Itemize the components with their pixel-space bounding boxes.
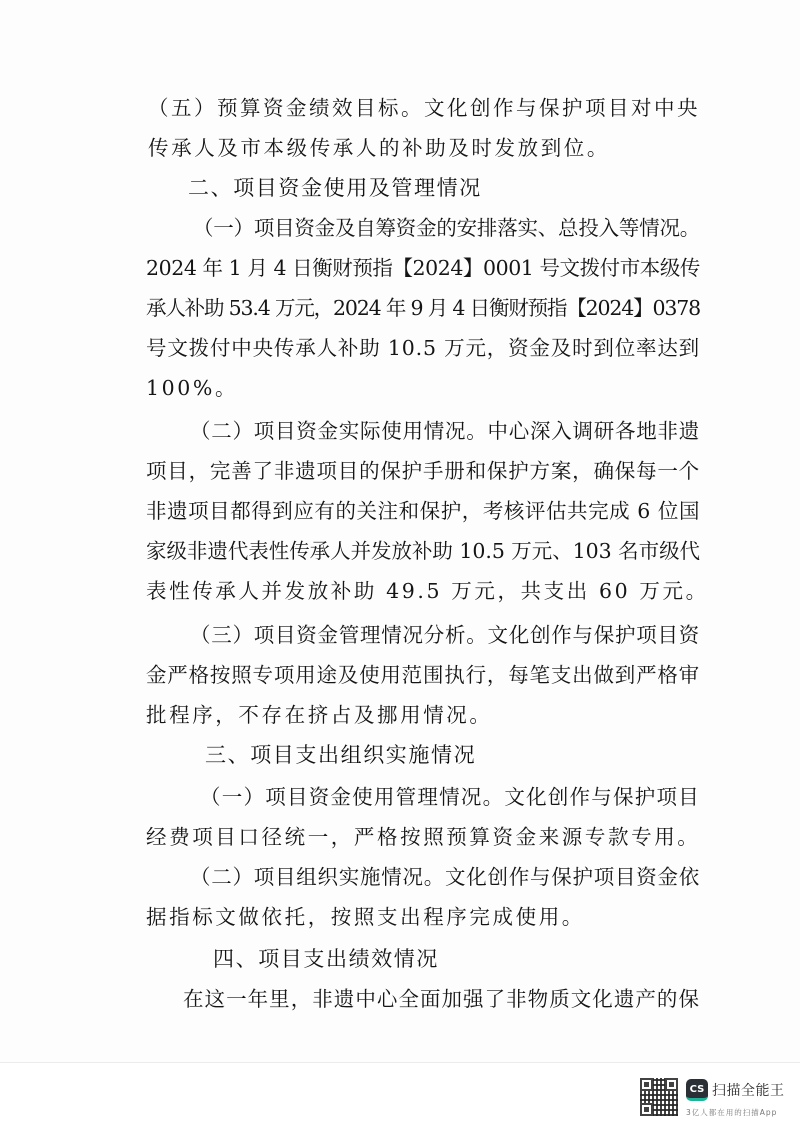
paragraph-line: 2024 年 1 月 4 日衡财预指【2024】0001 号文拨付市本级传 xyxy=(146,256,700,280)
paragraph-line: 批程序，不存在挤占及挪用情况。 xyxy=(146,703,493,727)
paragraph-line: 号文拨付中央传承人补助 10.5 万元，资金及时到位率达到 xyxy=(146,336,700,360)
brand-name: 扫描全能王 xyxy=(712,1083,785,1099)
paragraph-line: 项目，完善了非遗项目的保护手册和保护方案，确保每一个 xyxy=(146,459,700,483)
section-heading: 四、项目支出绩效情况 xyxy=(213,947,439,971)
qr-finder-pattern xyxy=(640,1078,653,1091)
qr-finder-pattern xyxy=(640,1103,653,1116)
paragraph-line: 表性传承人并发放补助 49.5 万元，共支出 60 万元。 xyxy=(146,579,709,603)
paragraph-line: 100%。 xyxy=(146,376,239,400)
paragraph-first-line: （二）项目组织实施情况。文化创作与保护项目资金依 xyxy=(190,865,700,889)
camscanner-logo-icon: CS xyxy=(686,1079,708,1101)
paragraph-first-line: （二）项目资金实际使用情况。中心深入调研各地非遗 xyxy=(190,419,700,443)
paragraph-first-line: （一）项目资金及自筹资金的安排落实、总投入等情况。 xyxy=(193,216,700,240)
paragraph-line: 承人补助 53.4 万元，2024 年 9 月 4 日衡财预指【2024】0378 xyxy=(146,296,700,320)
paragraph-first-line: （三）项目资金管理情况分析。文化创作与保护项目资 xyxy=(190,623,700,647)
paragraph-line: 家级非遗代表性传承人并发放补助 10.5 万元、103 名市级代 xyxy=(146,539,700,563)
section-heading: 三、项目支出组织实施情况 xyxy=(205,743,477,767)
paragraph-first-line: （一）项目资金使用管理情况。文化创作与保护项目 xyxy=(200,785,700,809)
paragraph-line: 传承人及市本级传承人的补助及时发放到位。 xyxy=(148,136,610,160)
brand-tagline: 3亿人都在用的扫描App xyxy=(686,1108,778,1117)
paragraph-line: 经费项目口径统一，严格按照预算资金来源专款专用。 xyxy=(146,825,701,849)
scanner-app-watermark xyxy=(640,1076,790,1122)
paragraph-first-line: （五）预算资金绩效目标。文化创作与保护项目对中央 xyxy=(148,96,700,120)
qr-code-icon xyxy=(640,1078,678,1116)
qr-finder-pattern xyxy=(665,1078,678,1091)
section-heading: 二、项目资金使用及管理情况 xyxy=(188,176,482,200)
paragraph-line: 据指标文做依托，按照支出程序完成使用。 xyxy=(146,905,585,929)
paragraph-line: 非遗项目都得到应有的关注和保护，考核评估共完成 6 位国 xyxy=(146,499,700,523)
paragraph-line: 金严格按照专项用途及使用范围执行，每笔支出做到严格审 xyxy=(146,663,700,687)
paragraph-first-line: 在这一年里，非遗中心全面加强了非物质文化遗产的保 xyxy=(183,987,700,1011)
